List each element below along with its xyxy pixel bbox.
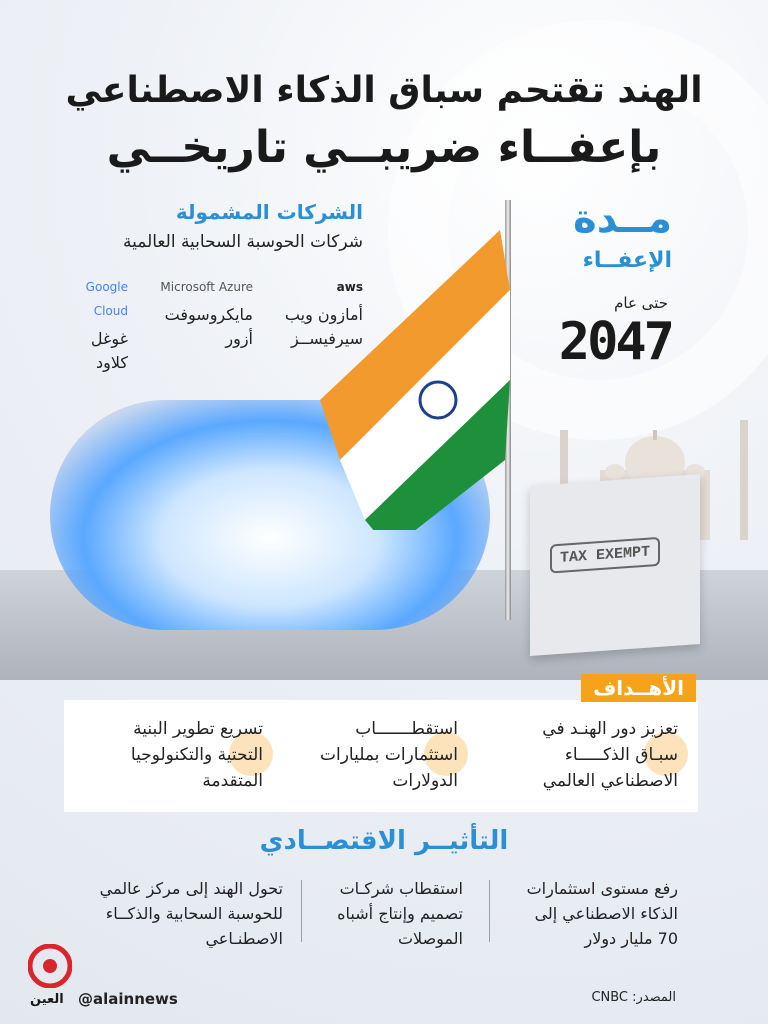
- company-name-line1: أمازون ويب: [284, 305, 363, 324]
- goals-heading: الأهــداف: [581, 674, 696, 702]
- goal-item: [508, 716, 678, 794]
- impact-line: للحوسبة السحابية والذكــاء: [105, 904, 283, 923]
- impact-line: 70 مليار دولار: [584, 929, 678, 948]
- azure-logo-icon: Microsoft Azure: [160, 280, 253, 294]
- company-name-line2: سيرفيســز: [290, 329, 363, 348]
- social-handle[interactable]: @alainnews: [78, 990, 178, 1008]
- goal-line: استثمارات بمليارات: [319, 745, 458, 765]
- year-value: 2047: [558, 312, 672, 372]
- company-name-line2: أزور: [225, 329, 253, 348]
- company-name-line1: غوغل: [90, 329, 128, 348]
- goal-item: [308, 716, 458, 794]
- illustration-scene: [0, 360, 768, 680]
- impact-item: [83, 876, 283, 951]
- goal-line: استقطـــــــاب: [355, 719, 458, 739]
- goal-line: الاصطناعي العالمي: [542, 771, 678, 791]
- brand-name: العين: [30, 992, 64, 1007]
- company-name-line2: كلاود: [95, 353, 128, 372]
- headline-line1: الهند تقتحم سباق الذكاء الاصطناعي: [65, 70, 703, 111]
- company-name-line1: مايكروسوفت: [164, 305, 253, 324]
- companies-subtitle: شركات الحوسبة السحابية العالمية: [123, 232, 363, 252]
- impact-heading: التأثيــر الاقتصــادي: [259, 826, 509, 856]
- divider: [301, 880, 302, 942]
- impact-item: [498, 876, 678, 951]
- impact-line: تصميم وإنتاج أشباه: [337, 904, 463, 923]
- duration-heading: مــدة: [573, 196, 672, 242]
- impact-line: رفع مستوى استثمارات: [526, 879, 678, 898]
- source-credit: [591, 990, 676, 1005]
- impact-item: [313, 876, 463, 951]
- impact-line: تحول الهند إلى مركز عالمي: [99, 879, 283, 898]
- india-flag-icon: [320, 230, 510, 530]
- source-label: المصدر:: [632, 990, 676, 1005]
- goal-line: تعزيز دور الهنـد في: [542, 719, 678, 739]
- duration-heading-2: الإعفــاء: [582, 248, 672, 273]
- impact-line: الموصلات: [397, 929, 463, 948]
- google-cloud-logo-icon: Google Cloud: [85, 280, 128, 318]
- aws-logo-icon: aws: [336, 280, 363, 294]
- impact-line: الاصطنـاعي: [205, 929, 283, 948]
- goal-line: سبـاق الذكـــــاء: [564, 745, 678, 765]
- headline-line2: بإعفــاء ضريبــي تاريخــي: [106, 122, 662, 173]
- company-azure: [143, 275, 253, 351]
- goal-line: المتقدمة: [202, 771, 263, 791]
- goal-item: [88, 716, 263, 794]
- divider: [489, 880, 490, 942]
- source-name: CNBC: [591, 990, 629, 1005]
- impact-line: الذكاء الاصطناعي إلى: [534, 904, 678, 923]
- until-label: حتى عام: [614, 294, 668, 312]
- impact-line: استقطاب شركـات: [339, 879, 463, 898]
- goal-line: الدولارات: [392, 771, 458, 791]
- tax-exempt-stamp: TAX EXEMPT: [550, 537, 660, 574]
- goal-line: التحتية والتكنولوجيا: [130, 745, 263, 765]
- tax-exempt-card: [530, 474, 700, 656]
- goal-line: تسريع تطوير البنية: [133, 719, 263, 739]
- alain-logo-icon: [28, 944, 72, 988]
- companies-heading: الشركات المشمولة: [175, 200, 363, 224]
